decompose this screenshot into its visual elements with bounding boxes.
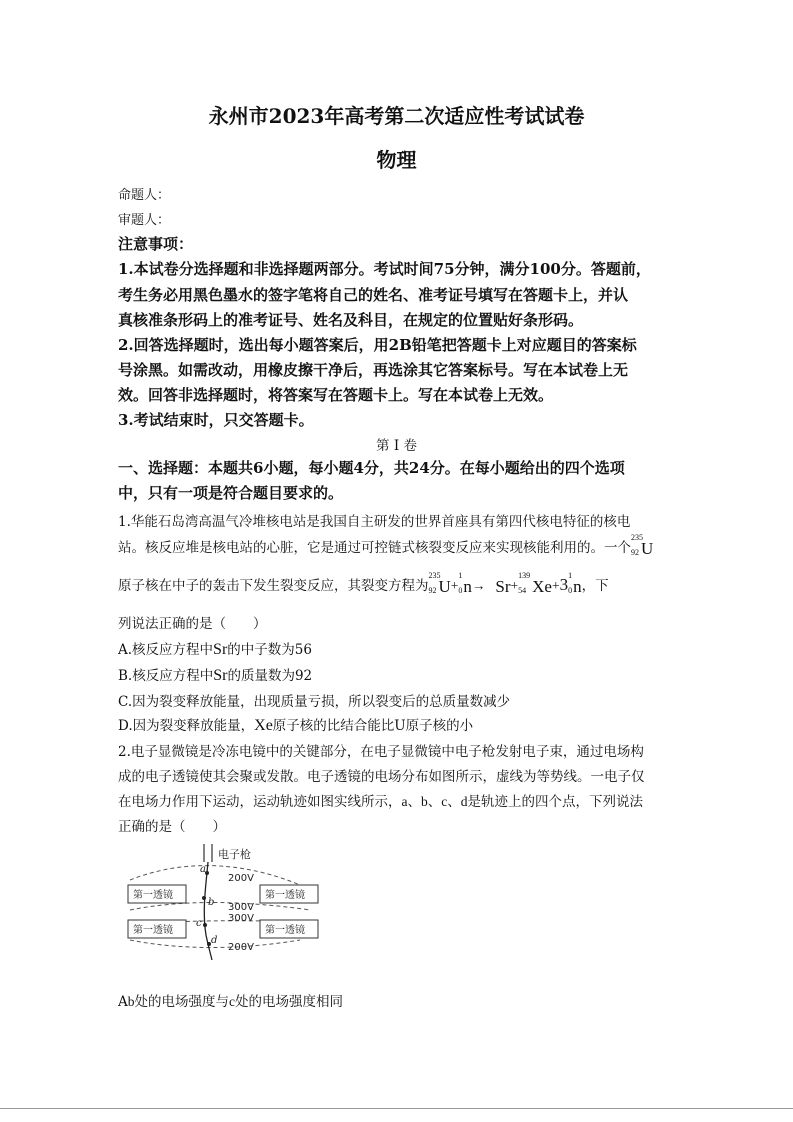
q1-stem-text: 站。核反应堆是核电站的心脏，它是通过可控链式核裂变反应来实现核能利用的。一个: [118, 540, 631, 556]
label-d: d: [211, 935, 218, 946]
notice-line: 号涂黑。如需改动，用橡皮擦干净后，再选涂其它答案标号。写在本试卷上无: [118, 361, 629, 379]
label-b: b: [208, 897, 215, 908]
q1-stem: 1.华能石岛湾高温气冷堆核电站是我国自主研发的世界首座具有第四代核电特征的核电: [118, 514, 631, 530]
electron-gun-icon: [204, 844, 212, 862]
q2-stem: 正确的是（ ）: [118, 819, 226, 835]
gun-label: 电子枪: [218, 848, 251, 861]
subject-title: 物理: [376, 148, 417, 172]
volume-label: 第 I 卷: [376, 438, 417, 454]
q1-stem: [118, 532, 654, 559]
notice-line: 3.考试结束时，只交答题卡。: [118, 411, 314, 429]
notice-line: 效。回答非选择题时，将答案写在答题卡上。写在本试卷上无效。: [118, 386, 554, 404]
q2-stem: 成的电子透镜使其会聚或发散。电子透镜的电场分布如图所示，虚线为等势线。一电子仅: [118, 769, 645, 785]
electron-lens-figure: [120, 840, 320, 965]
section-heading: 中，只有一项是符合题目要求的。: [118, 484, 344, 502]
voltage-label: 300V: [228, 913, 254, 924]
exam-title: 永州市2023年高考第二次适应性考试试卷: [208, 104, 585, 128]
eq-xe: 139 54 Xe: [518, 570, 552, 596]
q2-stem: 在电场力作用下运动，运动轨迹如图实线所示，a、b、c、d是轨迹上的四个点，下列说法: [118, 794, 643, 810]
notice-line: 真核准条形码上的准考证号、姓名及科目，在规定的位置贴好条形码。: [118, 311, 584, 329]
q2-stem: 2.电子显微镜是冷冻电镜中的关键部分，在电子显微镜中电子枪发射电子束，通过电场构: [118, 744, 644, 760]
point-b: [202, 896, 206, 900]
q1-option-b: B.核反应方程中Sr的质量数为92: [118, 667, 313, 684]
section-heading: 一、选择题：本题共6小题，每小题4分，共24分。在每小题给出的四个选项: [118, 459, 625, 477]
q1-stem: 列说法正确的是（ ）: [118, 616, 267, 632]
reviewer-label: 审题人：: [118, 213, 171, 228]
equipotential-line: [130, 903, 310, 911]
q1-equation-line: 原子核在中子的轰击下发生裂变反应，其裂变方程为 235 92 U+ 1 0 n→ Sr+ 139 54 Xe+3 1 0 n，下: [118, 570, 609, 596]
q2-option-a: Ab处的电场强度与c处的电场强度相同: [118, 994, 343, 1010]
q1-option-c: C.因为裂变释放能量，出现质量亏损，所以裂变后的总质量数减少: [118, 694, 511, 710]
lens-label: 第一透镜: [265, 925, 305, 936]
q1-option-a: A.核反应方程中Sr的中子数为56: [118, 641, 312, 658]
notice-line: 考生务必用黑色墨水的签字笔将自己的姓名、准考证号填写在答题卡上，并认: [118, 286, 629, 304]
uranium-nuclide: 235 92 U: [631, 532, 654, 558]
eq-n2: 1 0 n: [568, 570, 582, 596]
eq-sr: Sr: [495, 576, 511, 596]
label-a: a: [200, 864, 206, 875]
page-bottom-rule: [0, 1108, 793, 1109]
voltage-label: 200V: [228, 942, 254, 953]
q1-option-d: D.因为裂变释放能量，Xe原子核的比结合能比U原子核的小: [118, 717, 474, 734]
voltage-label: 300V: [228, 902, 254, 913]
point-c: [203, 923, 207, 927]
q1-stem-text: 原子核在中子的轰击下发生裂变反应，其裂变方程为: [118, 578, 429, 594]
lens-label: 第一透镜: [133, 890, 173, 901]
notice-heading: 注意事项：: [118, 235, 194, 253]
lens-label: 第一透镜: [133, 925, 173, 936]
author-label: 命题人：: [118, 188, 171, 203]
lens-label: 第一透镜: [265, 890, 305, 901]
notice-line: 2.回答选择题时，选出每小题答案后，用2B铅笔把答题卡上对应题目的答案标: [118, 336, 637, 354]
equipotential-line: [130, 866, 300, 885]
voltage-label: 200V: [228, 873, 254, 884]
notice-line: 1.本试卷分选择题和非选择题两部分。考试时间75分钟，满分100分。答题前，: [118, 260, 651, 278]
eq-u: 235 92 U: [428, 570, 451, 596]
eq-n: 1 0 n: [458, 570, 472, 596]
label-c: c: [196, 918, 202, 929]
